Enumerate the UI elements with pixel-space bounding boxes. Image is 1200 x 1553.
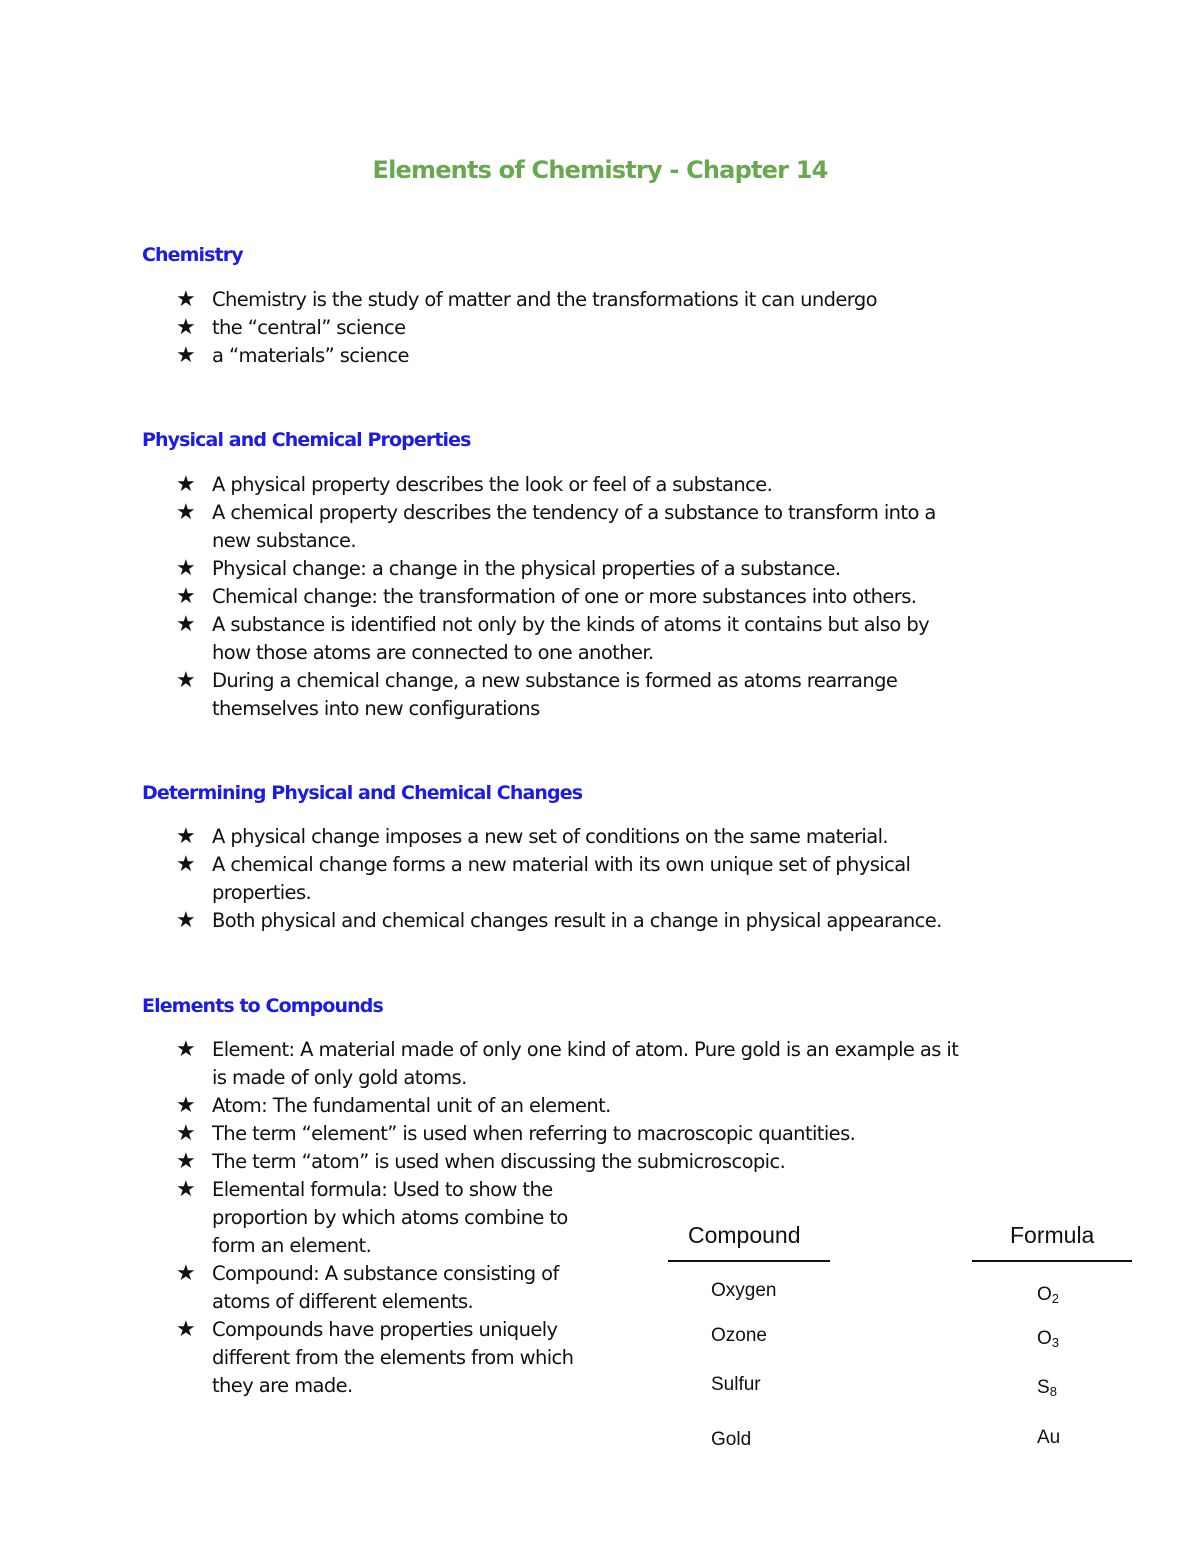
bullet-text: Atom: The fundamental unit of an element.	[212, 1094, 611, 1117]
star-icon: ★	[176, 556, 196, 581]
table-cell-compound: Gold	[711, 1429, 752, 1450]
list-item	[176, 499, 936, 555]
table-cell-formula: $O_2$	[1037, 1284, 1060, 1306]
bullet-text: they are made.	[212, 1374, 353, 1397]
bullet-text: Elemental formula: Used to show the	[212, 1178, 553, 1201]
table-cell-compound: Ozone	[711, 1325, 767, 1346]
bullet-text: During a chemical change, a new substance is formed as atoms rearrange	[212, 669, 898, 692]
bullet-text: Chemical change: the transformation of one or more substances into others.	[212, 585, 917, 608]
star-icon: ★	[176, 315, 196, 340]
bullet-text: how those atoms are connected to one another.	[212, 641, 654, 664]
star-icon: ★	[176, 1261, 196, 1286]
list-item	[176, 342, 877, 370]
star-icon: ★	[176, 472, 196, 497]
list-item	[176, 611, 936, 667]
star-icon: ★	[176, 1177, 196, 1202]
compound-formula-table	[668, 1214, 1138, 1464]
star-icon: ★	[176, 668, 196, 693]
bullet-text: The term “atom” is used when discussing the submicroscopic.	[212, 1150, 786, 1173]
bullet-text: is made of only gold atoms.	[212, 1066, 467, 1089]
star-icon: ★	[176, 1093, 196, 1118]
table-cell-formula: $S_8$	[1037, 1377, 1057, 1399]
list-item	[176, 471, 936, 499]
bullet-text: different from the elements from which	[212, 1346, 574, 1369]
star-icon: ★	[176, 1037, 196, 1062]
bullet-text: themselves into new configurations	[212, 697, 540, 720]
list-item	[176, 667, 936, 723]
header-divider	[668, 1260, 830, 1262]
bullet-text: A physical property describes the look or feel of a substance.	[212, 473, 773, 496]
star-icon: ★	[176, 343, 196, 368]
list-item	[176, 583, 936, 611]
bullet-text: proportion by which atoms combine to	[212, 1206, 568, 1229]
bullet-text: A physical change imposes a new set of conditions on the same material.	[212, 825, 889, 848]
table-cell-formula: $O_3$	[1037, 1328, 1060, 1350]
bullet-text: Element: A material made of only one kind of atom. Pure gold is an example as it	[212, 1038, 959, 1061]
table-cell-compound: Oxygen	[711, 1280, 777, 1301]
list-item	[176, 1036, 958, 1092]
bullet-text: A substance is identified not only by the kinds of atoms it contains but also by	[212, 613, 930, 636]
list-item	[176, 1148, 958, 1176]
table-cell-formula: Au	[1037, 1427, 1061, 1448]
bullet-text: properties.	[212, 881, 312, 904]
bullet-text: a “materials” science	[212, 344, 409, 367]
bullet-text: Compound: A substance consisting of	[212, 1262, 559, 1285]
header-divider	[972, 1260, 1132, 1262]
list-item	[176, 907, 942, 935]
list-item	[176, 286, 877, 314]
bullet-text: new substance.	[212, 529, 357, 552]
bullet-text: Compounds have properties uniquely	[212, 1318, 558, 1341]
star-icon: ★	[176, 584, 196, 609]
star-icon: ★	[176, 1121, 196, 1146]
section-heading-determining-changes: Determining Physical and Chemical Changes	[142, 782, 583, 804]
bullet-text: Chemistry is the study of matter and the transformations it can undergo	[212, 288, 877, 311]
bullet-list-chemistry	[176, 286, 877, 370]
star-icon: ★	[176, 500, 196, 525]
star-icon: ★	[176, 1317, 196, 1342]
star-icon: ★	[176, 908, 196, 933]
bullet-text: Physical change: a change in the physical properties of a substance.	[212, 557, 841, 580]
list-item	[176, 1092, 958, 1120]
bullet-list-properties	[176, 471, 936, 723]
table-header-formula: Formula	[1010, 1222, 1095, 1248]
list-item	[176, 1120, 958, 1148]
section-heading-elements-to-compounds: Elements to Compounds	[142, 995, 383, 1017]
bullet-text: A chemical change forms a new material with its own unique set of physical	[212, 853, 911, 876]
star-icon: ★	[176, 852, 196, 877]
section-heading-chemistry: Chemistry	[142, 244, 243, 266]
list-item	[176, 314, 877, 342]
list-item	[176, 851, 942, 907]
bullet-text: atoms of different elements.	[212, 1290, 474, 1313]
list-item	[176, 823, 942, 851]
star-icon: ★	[176, 287, 196, 312]
bullet-text: A chemical property describes the tendency of a substance to transform into a	[212, 501, 936, 524]
page-title: Elements of Chemistry - Chapter 14	[372, 156, 828, 184]
bullet-text: the “central” science	[212, 316, 406, 339]
bullet-text: form an element.	[212, 1234, 372, 1257]
bullet-list-determining-changes	[176, 823, 942, 935]
section-heading-properties: Physical and Chemical Properties	[142, 429, 471, 451]
bullet-text: The term “element” is used when referring to macroscopic quantities.	[212, 1122, 856, 1145]
table-header-compound: Compound	[688, 1222, 801, 1248]
table-cell-compound: Sulfur	[711, 1374, 761, 1395]
star-icon: ★	[176, 1149, 196, 1174]
list-item	[176, 555, 936, 583]
star-icon: ★	[176, 824, 196, 849]
bullet-text: Both physical and chemical changes result in a change in physical appearance.	[212, 909, 942, 932]
star-icon: ★	[176, 612, 196, 637]
